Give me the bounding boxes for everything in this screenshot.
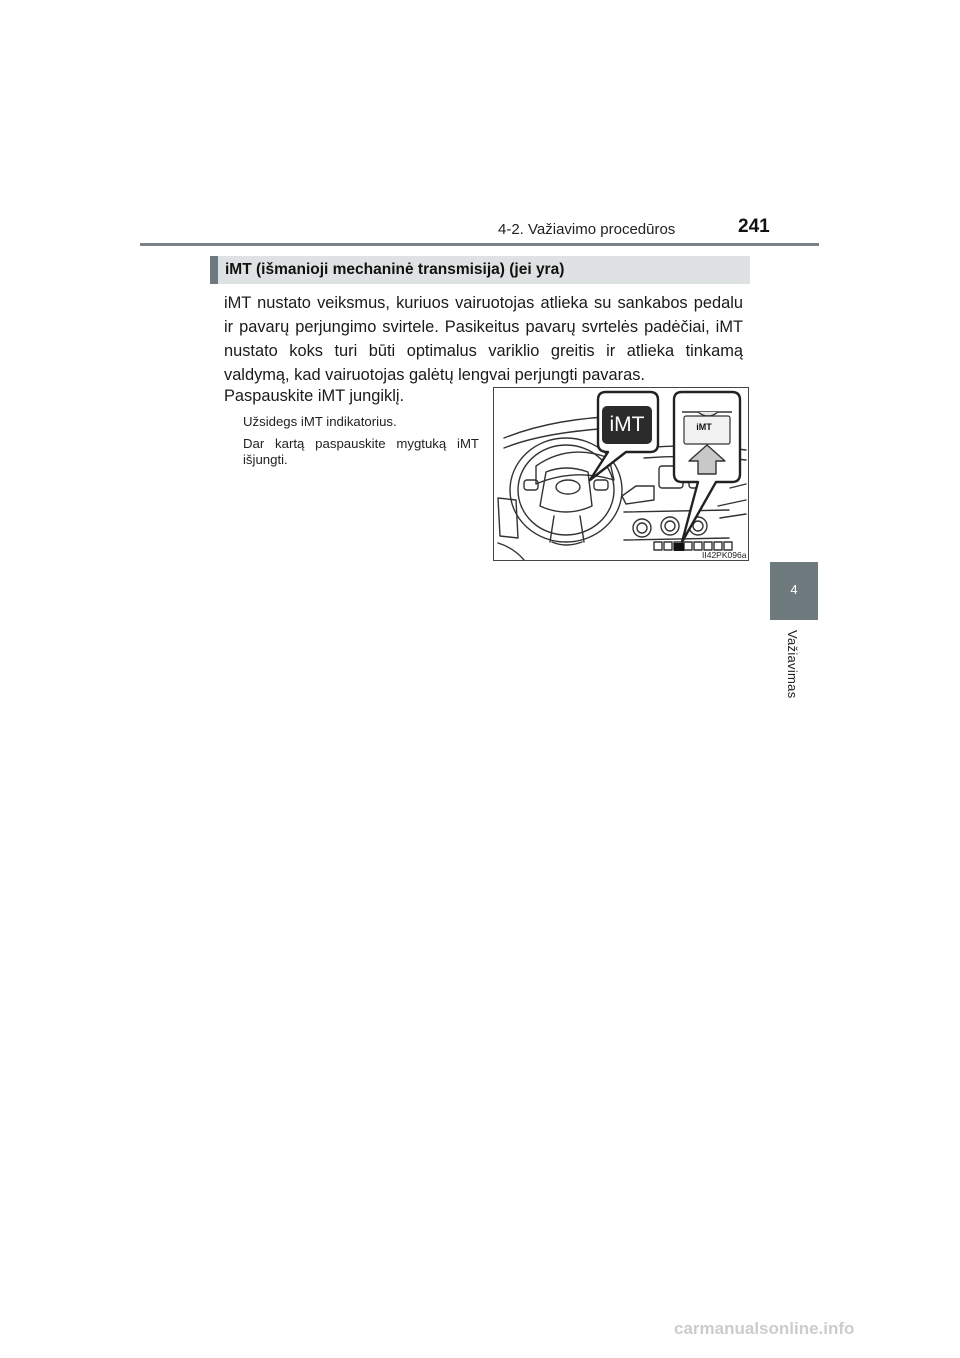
imt-indicator-label: iMT (602, 406, 652, 444)
section-heading-title: iMT (išmanioji mechaninė transmisija) (jei yra) (225, 261, 565, 278)
chapter-tab-label: Važiavimas (785, 630, 800, 699)
section-heading (210, 256, 750, 284)
page-number: 241 (738, 216, 770, 237)
chapter-tab (770, 562, 818, 620)
header-rule (140, 243, 819, 246)
chapter-tab-number: 4 (790, 582, 798, 597)
watermark-text: carmanualsonline.info (674, 1319, 855, 1338)
running-header-section: 4-2. Važiavimo procedūros (498, 221, 676, 238)
section-heading-bar (210, 256, 218, 284)
figure-code: II42PK096a (702, 550, 747, 560)
instruction-note: Dar kartą paspauskite mygtuką iMT išjungti. (243, 436, 479, 467)
imt-button-label: iMT (696, 422, 712, 432)
instruction-step: Paspauskite iMT jungiklį. (224, 387, 405, 405)
instruction-note: Užsidegs iMT indikatorius. (243, 414, 397, 429)
imt-switch-highlight (674, 543, 684, 551)
section-body: iMT nustato veiksmus, kuriuos vairuotojas atlieka su sankabos pedalu ir pavarų perjungimo svirtele. Pasikeitus pavarų svrtelės padėčiai, iMT nustato koks turi būti optimalus variklio greitis ir atlieka tinkamą valdymą, kad vairuotojas galėtų lengvai perjungti pavaras. (224, 294, 743, 384)
